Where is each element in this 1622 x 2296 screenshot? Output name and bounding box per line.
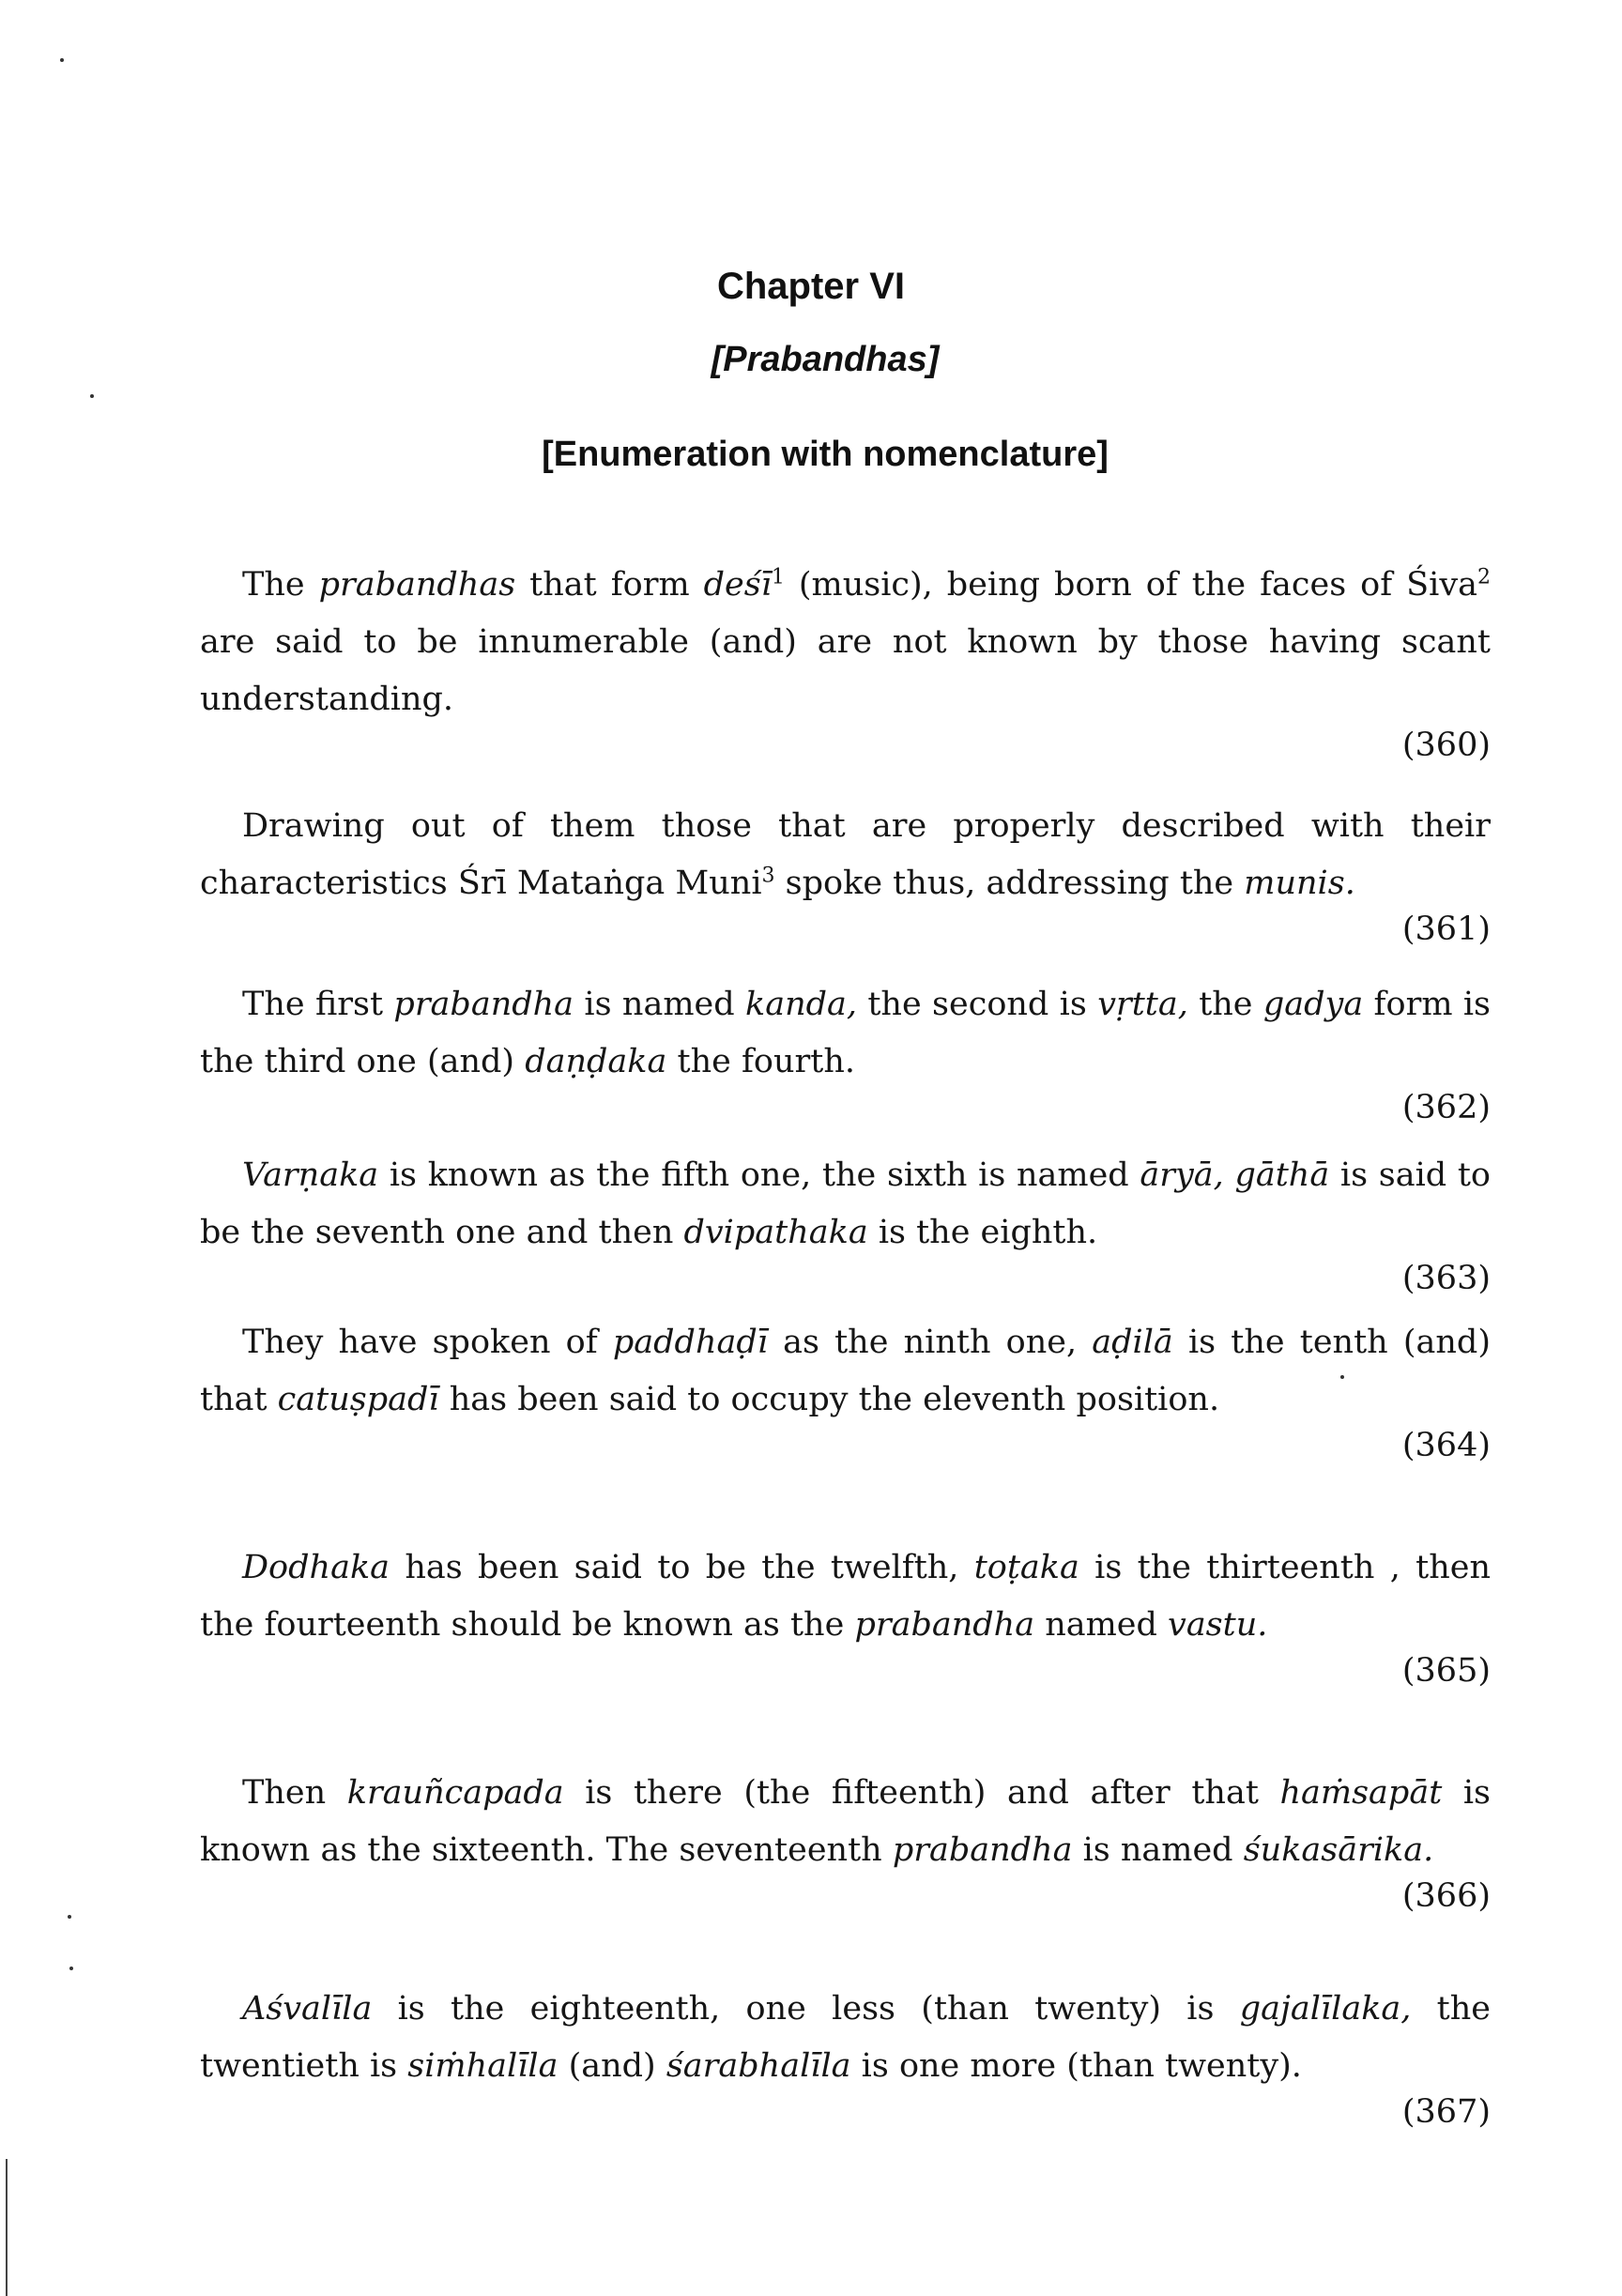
verse-text-run: has been said to be the twelfth, [390, 1549, 974, 1586]
italic-term: prabandha [892, 1831, 1073, 1869]
verse-text-run: is known as the sixteenth. The seventeenth [200, 1774, 1492, 1869]
verse-text-run: the twentieth is [200, 1990, 1491, 2085]
verse-number: (363) [1401, 1260, 1491, 1297]
verse-text [200, 976, 1491, 1091]
verse-text-run: (and) [558, 2047, 666, 2085]
italic-term: prabandha [854, 1606, 1035, 1644]
italic-term: toṭaka [973, 1549, 1079, 1586]
italic-term: paddhaḍī [612, 1324, 768, 1361]
subsection-title: [Enumeration with nomenclature] [542, 435, 1109, 474]
italic-term: vṛtta, [1097, 986, 1188, 1023]
verse-text [200, 1147, 1491, 1262]
verse-number: (366) [1401, 1877, 1491, 1915]
verse-366 [200, 1765, 1491, 1919]
scan-edge-line [6, 2159, 8, 2296]
italic-term: gadya [1262, 986, 1364, 1023]
verse-text [200, 1765, 1491, 1879]
verse-text-run: as the ninth one, [767, 1324, 1093, 1361]
verse-number: (360) [1401, 727, 1491, 764]
verse-text [200, 1539, 1491, 1654]
verse-text-run: is the tenth (and) that [200, 1324, 1491, 1418]
verse-text-run: Drawing out of them those that are properly described with their characteristics Śrī Mataṅga Muni [200, 807, 1491, 902]
verse-text-run: is said to be the seventh one and then [200, 1156, 1491, 1251]
verse-text [200, 798, 1491, 912]
verse-text-run: the second is [857, 986, 1098, 1023]
verse-text-run: that form [515, 566, 704, 604]
italic-term: prabandhas [318, 566, 516, 604]
italic-term: āryā, gāthā [1140, 1156, 1330, 1194]
italic-term: catuṣpadī [277, 1381, 439, 1418]
italic-term: munis. [1244, 865, 1355, 902]
verse-text-run: is the eighteenth, one less (than twenty) is [372, 1990, 1240, 2028]
verse-text-run: is the thirteenth , then the fourteenth should be known as the [200, 1549, 1491, 1644]
italic-term: dvipathaka [683, 1214, 868, 1251]
verse-text-run: They have spoken of [242, 1324, 613, 1361]
verse-text-run: (music), being born of the faces of Śiva [784, 566, 1477, 604]
verse-number: (367) [1401, 2093, 1491, 2131]
italic-term: deśī [703, 566, 772, 604]
italic-term: krauñcapada [346, 1774, 564, 1812]
verse-text-run: is named [574, 986, 745, 1023]
verse-text-run: named [1034, 1606, 1169, 1644]
italic-term: siṁhalīla [407, 2047, 559, 2085]
italic-term: Varṇaka [242, 1156, 379, 1194]
italic-term: prabandha [393, 986, 574, 1023]
verse-text-run: The first [242, 986, 394, 1023]
italic-term: kanda, [745, 986, 858, 1023]
italic-term: śukasārika. [1243, 1831, 1434, 1869]
verse-text-run: spoke thus, addressing the [774, 865, 1245, 902]
verse-number: (361) [1401, 911, 1491, 948]
verse-text-run: The [242, 566, 319, 604]
verse-text-run: has been said to occupy the eleventh position. [438, 1381, 1220, 1418]
verse-364 [200, 1314, 1491, 1468]
verse-363 [200, 1147, 1491, 1301]
verse-text-run: is known as the fifth one, the sixth is named [378, 1156, 1140, 1194]
italic-term: vastu. [1168, 1606, 1268, 1644]
chapter-title: Chapter VI [716, 266, 906, 307]
verse-text-run: is there (the fifteenth) and after that [563, 1774, 1280, 1812]
verse-text-run: is the eighth. [867, 1214, 1098, 1251]
verse-362 [200, 976, 1491, 1130]
verse-361 [200, 798, 1491, 952]
verse-text [200, 1981, 1491, 2095]
verse-text [200, 557, 1491, 728]
section-title: [Prabandhas] [711, 340, 940, 379]
verse-text-run: are said to be innumerable (and) are not known by those having scant understanding. [200, 623, 1491, 718]
footnote-marker: 2 [1477, 565, 1491, 589]
italic-term: Aśvalīla [242, 1990, 373, 2028]
verse-number: (364) [1401, 1427, 1491, 1464]
italic-term: Dodhaka [242, 1549, 390, 1586]
footnote-marker: 3 [761, 864, 775, 888]
italic-term: gajalīlaka, [1239, 1990, 1412, 2028]
verse-number: (365) [1401, 1652, 1491, 1690]
italic-term: daṇḍaka [525, 1043, 667, 1080]
verse-text [200, 1314, 1491, 1429]
verse-text-run: the fourth. [666, 1043, 855, 1080]
verse-text-run: form is the third one (and) [200, 986, 1492, 1080]
footnote-marker: 1 [771, 565, 785, 589]
verse-text-run: the [1187, 986, 1263, 1023]
verse-365 [200, 1539, 1491, 1693]
verse-367 [200, 1981, 1491, 2135]
verse-360 [200, 557, 1491, 768]
italic-term: śarabhalīla [666, 2047, 851, 2085]
verse-number: (362) [1401, 1089, 1491, 1126]
italic-term: aḍilā [1092, 1324, 1173, 1361]
verse-text-run: Then [242, 1774, 347, 1812]
verse-text-run: is named [1072, 1831, 1244, 1869]
italic-term: haṁsapāt [1279, 1774, 1443, 1812]
verse-text-run: is one more (than twenty). [850, 2047, 1302, 2085]
